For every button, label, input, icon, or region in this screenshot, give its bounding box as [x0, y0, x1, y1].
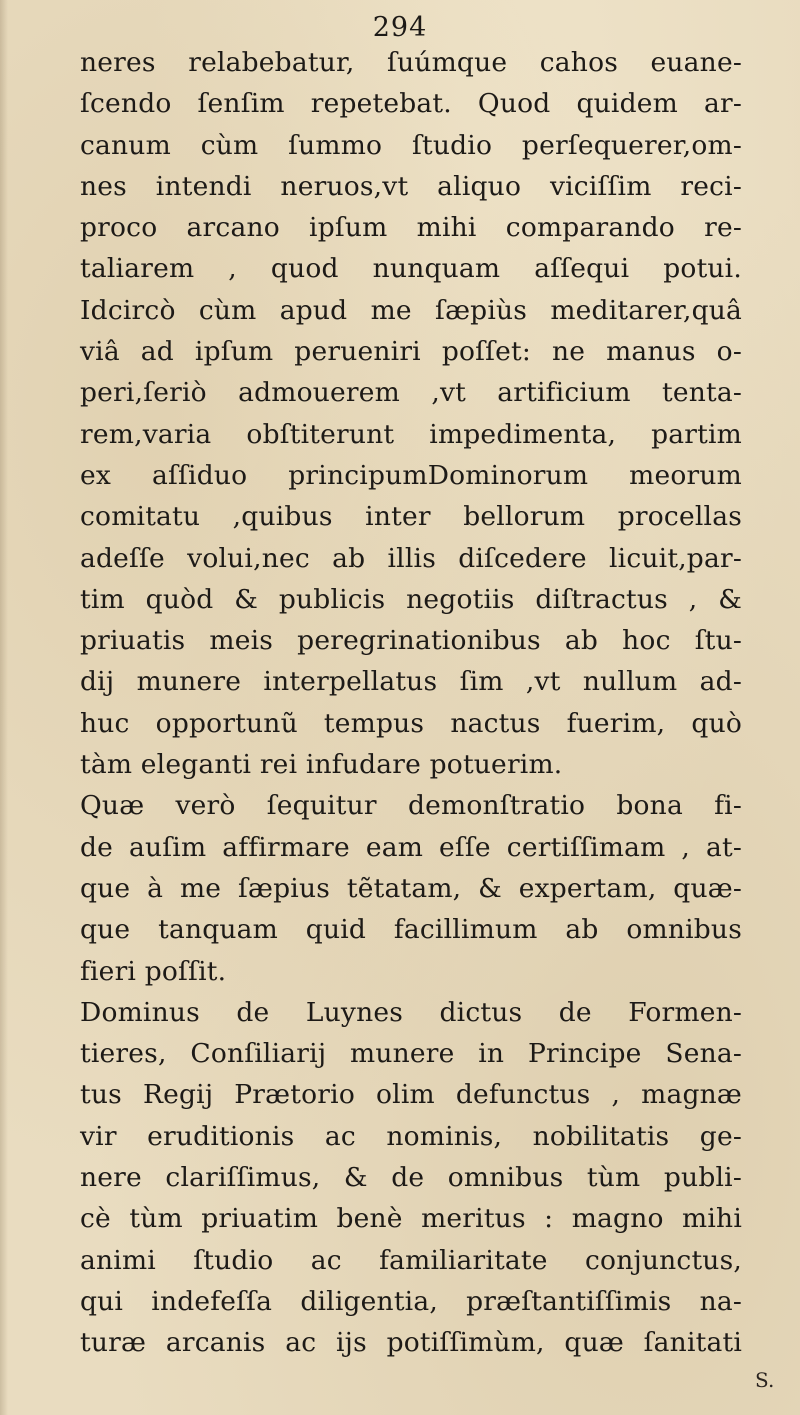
text-line: que tanquam quid facillimum ab omnibus [80, 914, 742, 946]
text-line: de auſim affirmare eam eſſe certiſſimam , at- [80, 831, 742, 863]
text-line: canum cùm ſummo ſtudio perſequerer,om- [80, 129, 742, 161]
body-text [80, 42, 742, 1364]
text-line: tàm eleganti rei infudare potuerim. [80, 749, 563, 781]
text-line: taliarem , quod nunquam aſſequi potui. [80, 253, 742, 285]
text-line: tieres, Conſiliarij munere in Principe Sena- [80, 1038, 742, 1070]
text-line: nes intendi neruos,vt aliquo viciſſim reci- [80, 170, 742, 202]
text-line: comitatu ,quibus inter bellorum procellas [80, 501, 742, 533]
text-line: ſcendo ſenſim repetebat. Quod quidem ar- [80, 88, 742, 120]
text-line: huc opportunũ tempus nactus fuerim, quò [80, 707, 742, 739]
text-line: fieri poſſit. [80, 955, 227, 987]
text-line: proco arcano ipſum mihi comparando re- [80, 212, 742, 244]
page-number: 294 [372, 12, 428, 43]
text-line: qui indefeſſa diligentia, præſtantiſſimis na- [80, 1285, 742, 1317]
text-line: rem,varia obſtiterunt impedimenta, partim [80, 418, 742, 450]
text-line: ex aſſiduo principumDominorum meorum [80, 459, 742, 491]
text-line: vir eruditionis ac nominis, nobilitatis ge- [80, 1120, 742, 1152]
text-line: cè tùm priuatim benè meritus : magno mihi [80, 1203, 742, 1235]
text-line: nere clariſſimus, & de omnibus tùm publi- [80, 1162, 742, 1194]
page-fold-shadow [0, 0, 8, 1415]
text-line: animi ſtudio ac familiaritate conjunctus, [80, 1244, 742, 1276]
text-line: peri,ſeriò admouerem ,vt artificium tenta- [80, 377, 742, 409]
text-line: tim quòd & publicis negotiis diſtractus , & [80, 583, 742, 615]
text-line: viâ ad ipſum perueniri poſſet: ne manus o- [80, 336, 742, 368]
text-line: dij munere interpellatus ſim ,vt nullum ad- [80, 666, 742, 698]
text-line: adeſſe volui,nec ab illis diſcedere licuit,par- [80, 542, 742, 574]
text-line: turæ arcanis ac ijs potiſſimùm, quæ ſanitati [80, 1327, 742, 1359]
signature-mark: S. [755, 1368, 775, 1392]
text-line: neres relabebatur, ſuúmque cahos euane- [80, 47, 742, 78]
text-line: Dominus de Luynes dictus de Formen- [80, 996, 742, 1028]
text-line: priuatis meis peregrinationibus ab hoc ſtu- [80, 625, 742, 657]
text-line: Quæ verò ſequitur demonſtratio bona fi- [80, 790, 742, 822]
text-line: tus Regij Prætorio olim defunctus , magnæ [80, 1079, 742, 1111]
text-line: Idcircò cùm apud me ſæpiùs meditarer,quâ [80, 294, 742, 326]
text-line: que à me ſæpius tẽtatam, & expertam, quæ- [80, 872, 742, 904]
